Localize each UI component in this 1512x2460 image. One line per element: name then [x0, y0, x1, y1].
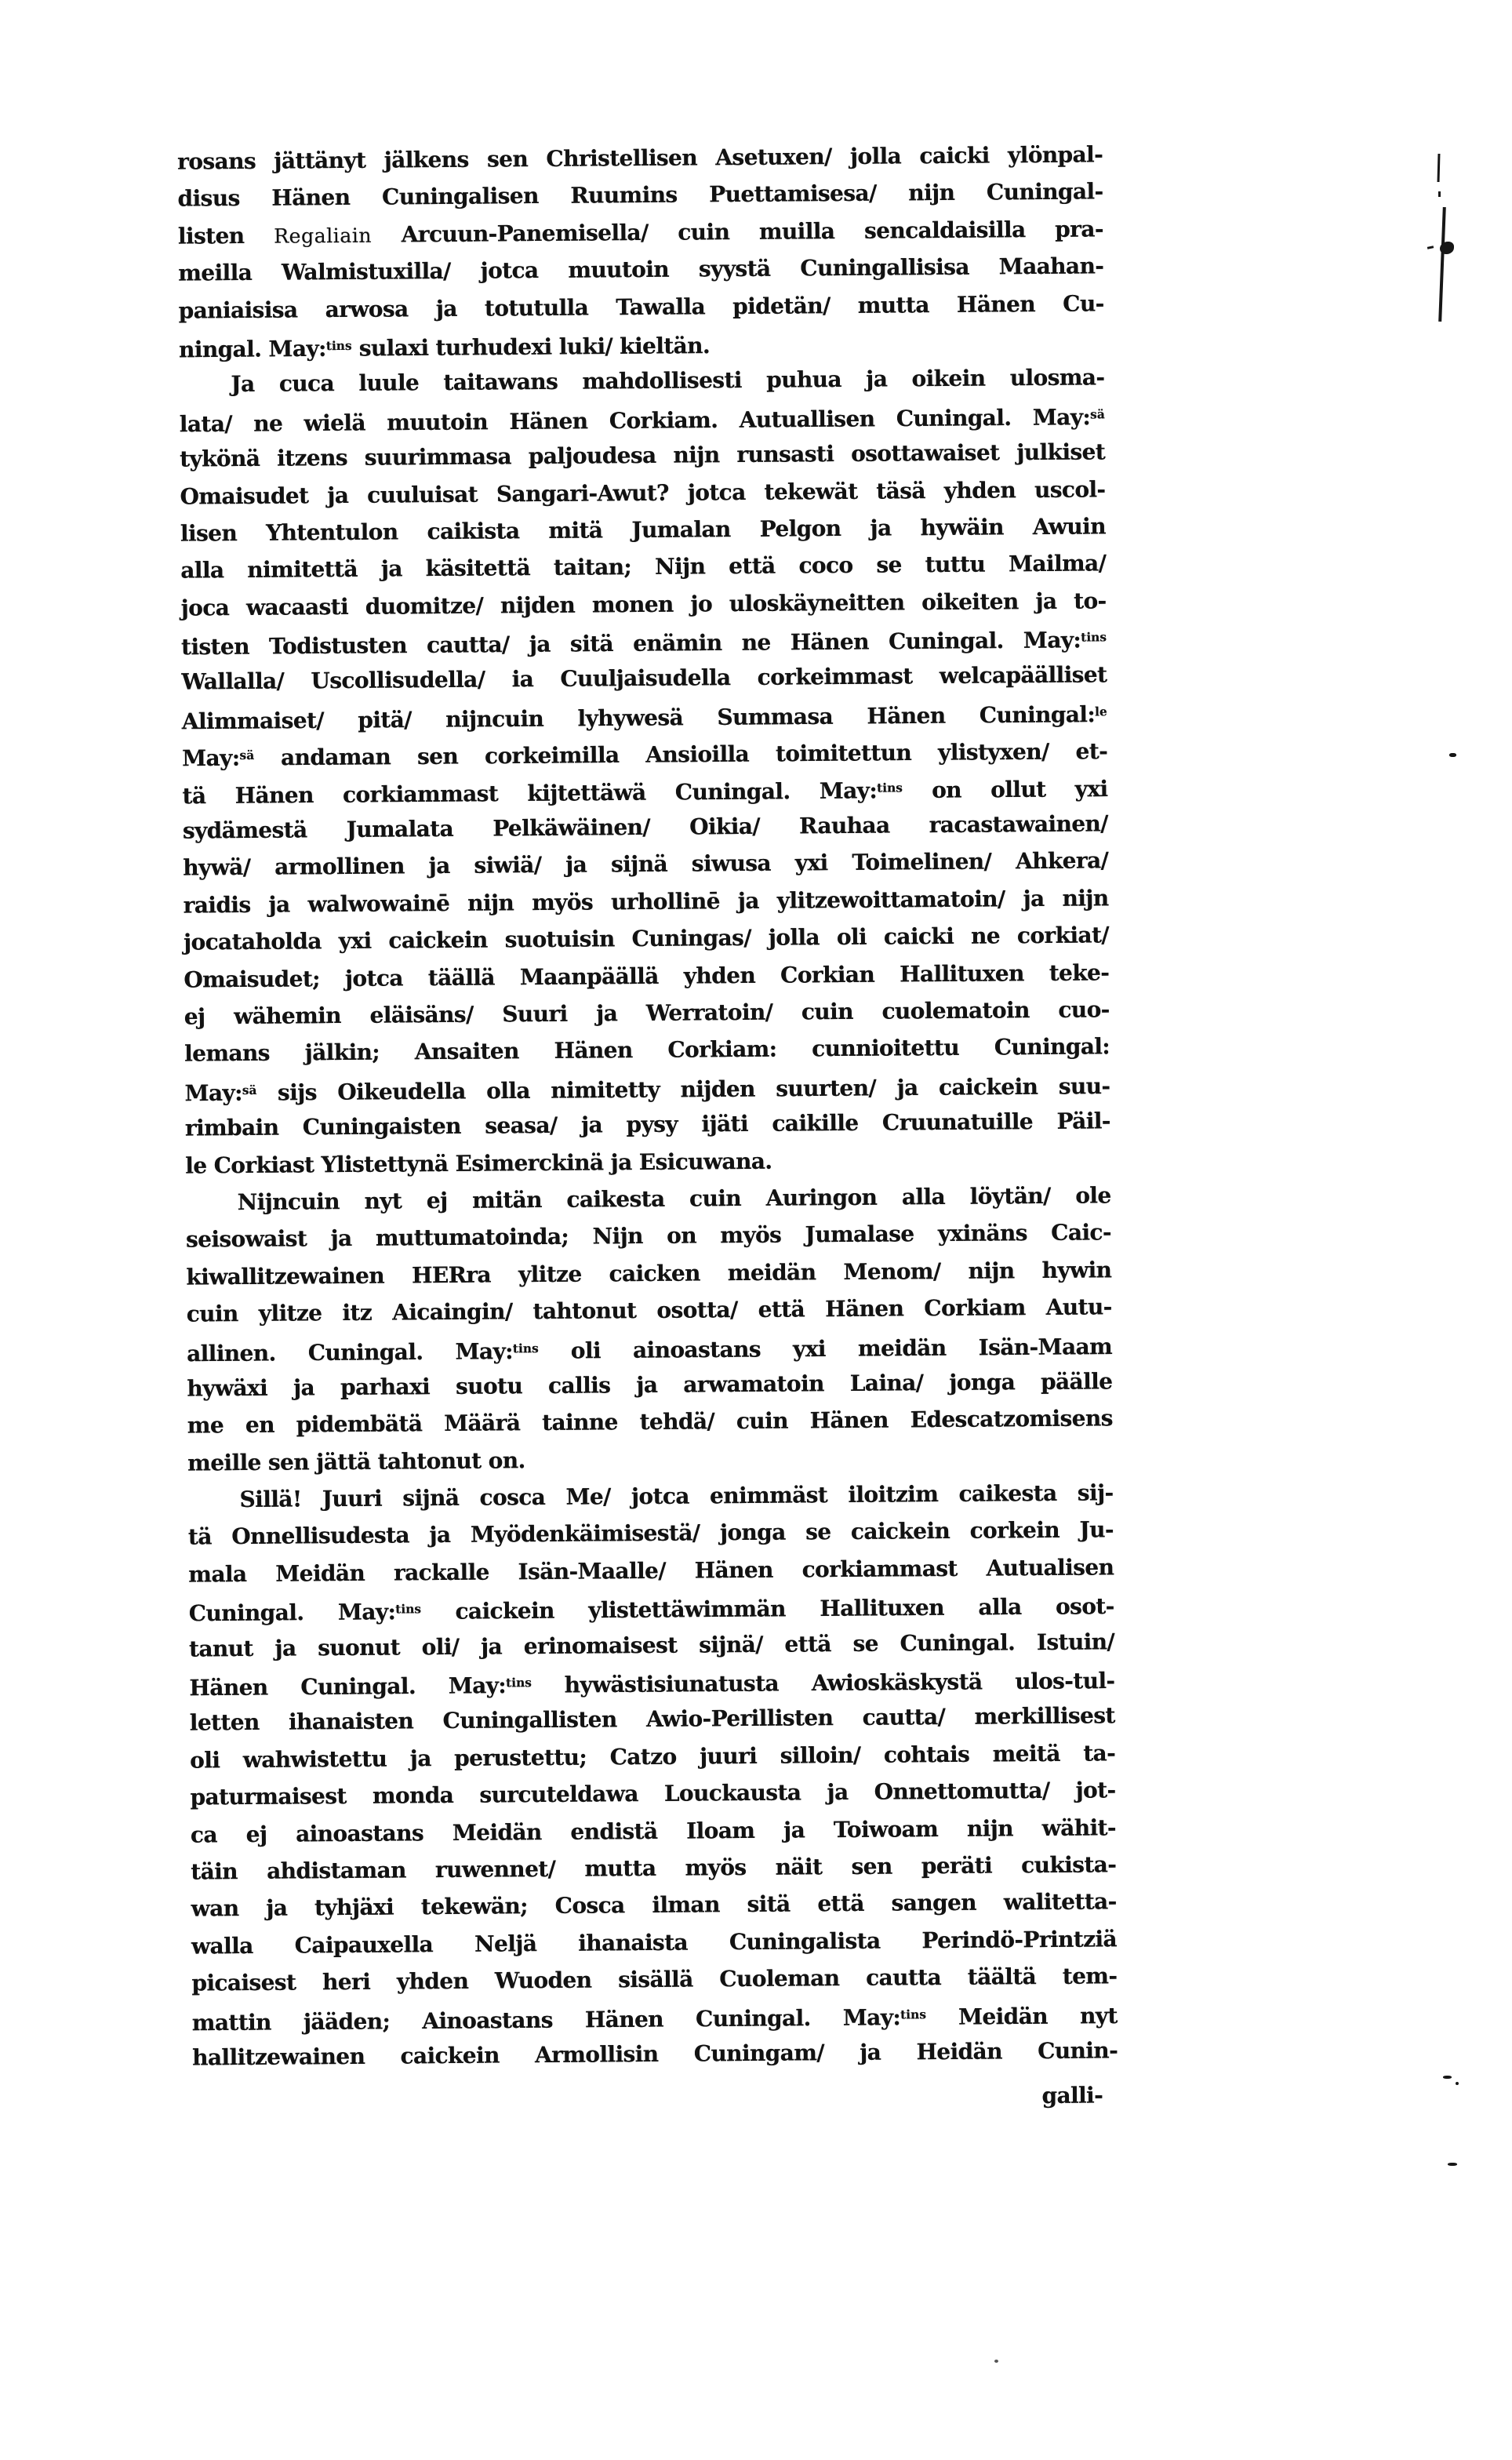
- text-line: le Corkiast Ylistettynä Esimerckinä ja Esicuwana.: [185, 1148, 772, 1179]
- ink-mark-artifact: [1437, 154, 1441, 182]
- text-line: walla Caipauxella Neljä ihanaista Cuningalista Perindö-Printziä: [191, 1926, 1118, 1960]
- text-line: hallitzewainen caickein Armollisin Cuningam/ ja Heidän Cunin-: [192, 2037, 1118, 2071]
- text-line: cuin ylitze itz Aicaingin/ tahtonut osotta/ että Hänen Corkiam Autu-: [186, 1294, 1112, 1327]
- text-line: ca ej ainoastans Meidän endistä Iloam ja Toiwoam nijn wähit-: [190, 1814, 1117, 1848]
- text-line: mala Meidän rackalle Isän-Maalle/ Hänen corkiammast Autualisen: [188, 1554, 1114, 1588]
- ink-blot-artifact: [1427, 246, 1434, 249]
- text-line: oli wahwistettu ja perustettu; Catzo juuri silloin/ cohtais meitä ta-: [190, 1740, 1116, 1774]
- text-line: tä Hänen corkiammast kijtettäwä Cuningal. May:$^{tins}$ on ollut yxi: [182, 775, 1108, 809]
- text-line: May:$^{sä}$ andaman sen corkeimilla Ansioilla toimitettun ylistyxen/ et-: [182, 738, 1108, 772]
- text-line: alla nimitettä ja käsitettä taitan; Nijn että coco se tuttu Mailma/: [180, 550, 1107, 584]
- text-line: meille sen jättä tahtonut on.: [187, 1447, 525, 1476]
- catchword-text: galli-: [1041, 2082, 1103, 2109]
- text-line: Nijncuin nyt ej mitän caikesta cuin Auringon alla löytän/ ole: [237, 1182, 1111, 1216]
- text-line: joca wacaasti duomitze/ nijden monen jo uloskäyneitten oikeiten ja to-: [180, 588, 1107, 621]
- ink-speck-artifact: [1456, 2082, 1459, 2085]
- superscript-abbreviation: sä: [1090, 407, 1105, 422]
- text-line: rimbain Cuningaisten seasa/ ja pysy ijäti caikille Cruunatuille Päil-: [184, 1108, 1110, 1141]
- text-line: me en pidembätä Määrä tainne tehdä/ cuin Hänen Edescatzomisens: [187, 1405, 1113, 1439]
- text-line: letten ihanaisten Cuningallisten Awio-Perillisten cautta/ merkillisest: [189, 1702, 1115, 1736]
- text-line: rosans jättänyt jälkens sen Christellisen Asetuxen/ jolla caicki ylönpal-: [177, 141, 1103, 175]
- text-line: ej wähemin eläisäns/ Suuri ja Werratoin/ cuin cuolematoin cuo-: [184, 996, 1110, 1030]
- text-line: lemans jälkin; Ansaiten Hänen Corkiam: cunnioitettu Cuningal:: [184, 1033, 1110, 1067]
- superscript-abbreviation: tins: [1081, 630, 1107, 645]
- text-line: lata/ ne wielä muutoin Hänen Corkiam. Autuallisen Cuningal. May:$^{sä}$: [179, 403, 1105, 438]
- superscript-abbreviation: tins: [512, 1341, 539, 1356]
- catchword: [177, 2076, 1114, 2121]
- text-line: meilla Walmistuxilla/ jotca muutoin syystä Cuningallisisa Maahan-: [178, 253, 1104, 286]
- text-line: allinen. Cuningal. May:$^{tins}$ oli ainoastans yxi meidän Isän-Maam: [187, 1333, 1113, 1366]
- text-line: picaisest heri yhden Wuoden sisällä Cuoleman cautta täältä tem-: [191, 1963, 1118, 1996]
- text-line: Ja cuca luule taitawans mahdollisesti puhua ja oikein ulosma-: [231, 364, 1105, 398]
- text-line: tykönä itzens suurimmasa paljoudesa nijn runsasti osottawaiset julkiset: [180, 439, 1106, 472]
- text-line: tisten Todistusten cautta/ ja sitä enämin ne Hänen Cuningal. May:$^{tins}$: [180, 627, 1107, 660]
- text-line: wan ja tyhjäxi tekewän; Cosca ilman sitä että sangen walitetta-: [191, 1888, 1117, 1922]
- text-block: [177, 136, 1118, 2076]
- text-line: Hänen Cuningal. May:$^{tins}$ hywästisiunatusta Awioskäskystä ulos-tul-: [189, 1668, 1115, 1701]
- text-line: Omaisudet; jotca täällä Maanpäällä yhden Corkian Hallituxen teke-: [184, 959, 1110, 993]
- text-line: listen Regaliain Arcuun-Panemisella/ cuin muilla sencaldaisilla pra-: [177, 216, 1104, 249]
- text-line: paturmaisest monda surcuteldawa Louckausta ja Onnettomutta/ jot-: [190, 1777, 1116, 1810]
- text-line: Cuningal. May:$^{tins}$ caickein ylistettäwimmän Hallituxen alla osot-: [188, 1593, 1114, 1627]
- text-line: paniaisisa arwosa ja totutulla Tawalla pidetän/ mutta Hänen Cu-: [178, 289, 1104, 324]
- antiqua-word: Regaliain: [274, 224, 373, 248]
- superscript-abbreviation: tins: [395, 1602, 422, 1617]
- ink-stroke-artifact: [1438, 207, 1446, 322]
- ink-mark-artifact: [1438, 191, 1441, 197]
- text-line: sydämestä Jumalata Pelkäwäinen/ Oikia/ Rauhaa racastawainen/: [182, 810, 1108, 844]
- text-line: Wallalla/ Uscollisudella/ ia Cuuljaisudella corkeimmast welcapäälliset: [181, 661, 1107, 696]
- text-line: Sillä! Juuri sijnä cosca Me/ jotca enimmäst iloitzim caikesta sij-: [239, 1479, 1114, 1513]
- superscript-abbreviation: tins: [506, 1676, 532, 1690]
- text-line: hywäxi ja parhaxi suotu callis ja arwamatoin Laina/ jonga päälle: [187, 1368, 1113, 1402]
- text-line: disus Hänen Cuningalisen Ruumins Puettamisesa/ nijn Cuningal-: [177, 178, 1103, 213]
- text-line: lisen Yhtentulon caikista mitä Jumalan Pelgon ja hywäin Awuin: [180, 513, 1107, 547]
- text-line: mattin jääden; Ainoastans Hänen Cuningal. May:$^{tins}$ Meidän nyt: [191, 2002, 1118, 2036]
- superscript-abbreviation: tins: [877, 781, 903, 795]
- ink-speck-artifact: [1449, 753, 1456, 757]
- text-line: jocataholda yxi caickein suotuisin Cuningas/ jolla oli caicki ne corkiat/: [183, 922, 1110, 955]
- text-line: Omaisudet ja cuuluisat Sangari-Awut? jotca tekewät täsä yhden uscol-: [180, 475, 1106, 510]
- ink-blot-artifact: [1440, 242, 1454, 254]
- text-line: täin ahdistaman ruwennet/ mutta myös näit sen peräti cukista-: [191, 1851, 1117, 1885]
- text-line: tä Onnellisudesta ja Myödenkäimisestä/ jonga se caickein corkein Ju-: [187, 1516, 1114, 1551]
- ink-speck-artifact: [1443, 2076, 1452, 2079]
- superscript-abbreviation: tins: [900, 2007, 927, 2021]
- text-line: May:$^{sä}$ sijs Oikeudella olla nimitetty nijden suurten/ ja caickein suu-: [184, 1072, 1110, 1107]
- text-line: tanut ja suonut oli/ ja erinomaisest sijnä/ että se Cuningal. Istuin/: [188, 1628, 1115, 1662]
- superscript-abbreviation: sä: [242, 1083, 257, 1097]
- superscript-abbreviation: sä: [239, 748, 255, 763]
- text-line: kiwallitzewainen HERra ylitze caicken meidän Menom/ nijn hywin: [186, 1257, 1112, 1290]
- text-line: raidis ja walwowainē nijn myös urhollinē ja ylitzewoittamatoin/ ja nijn: [183, 885, 1109, 919]
- text-line: Alimmaiset/ pitä/ nijncuin lyhywesä Summasa Hänen Cuningal:$^{le}$: [181, 701, 1107, 735]
- ink-speck-artifact: [1448, 2163, 1457, 2166]
- superscript-abbreviation: tins: [325, 338, 352, 354]
- text-line: seisowaist ja muttumatoinda; Nijn on myös Jumalase yxinäns Caic-: [185, 1219, 1112, 1253]
- text-line: hywä/ armollinen ja siwiä/ ja sijnä siwusa yxi Toimelinen/ Ahkera/: [183, 847, 1109, 882]
- text-line: ningal. May:$^{tins}$ sulaxi turhudexi luki/ kieltän.: [178, 332, 711, 363]
- superscript-abbreviation: le: [1095, 704, 1107, 719]
- ink-speck-artifact: [994, 2360, 998, 2363]
